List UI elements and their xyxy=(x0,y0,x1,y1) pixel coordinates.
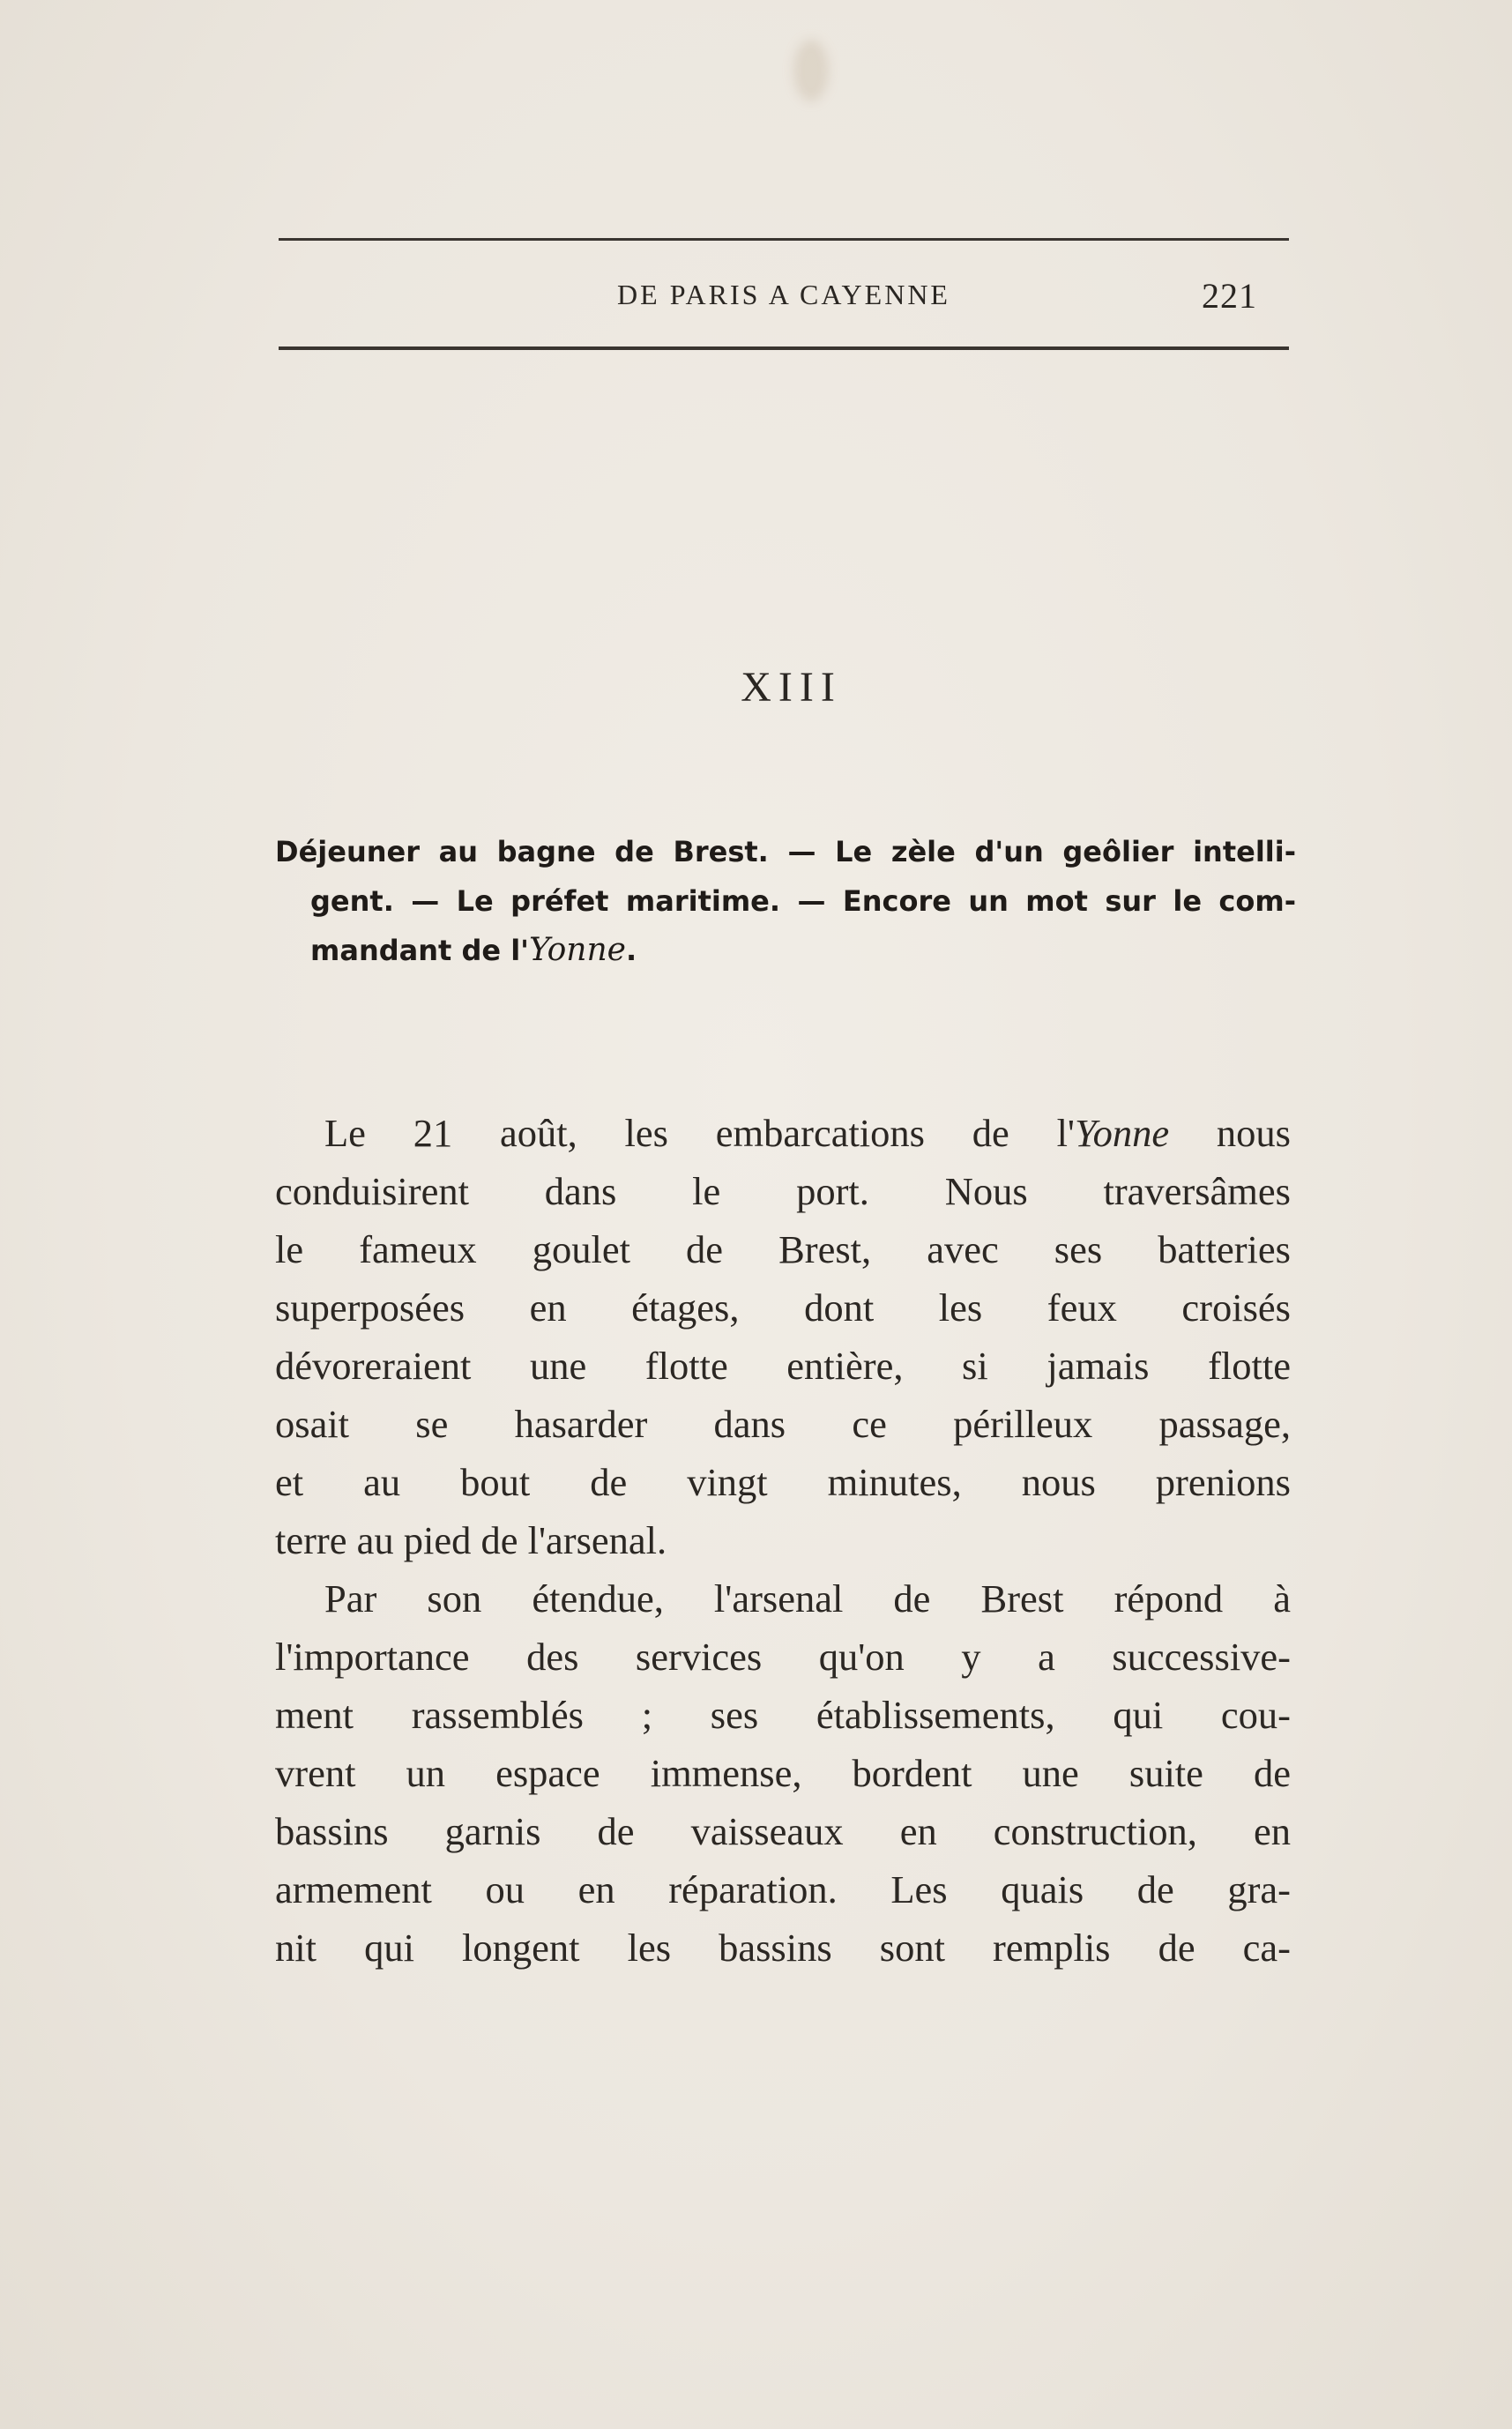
summary-line xyxy=(275,926,1296,975)
text-line: vrent un espace immense, bordent une suite de xyxy=(275,1751,1291,1795)
summary-line: gent. — Le préfet maritime. — Encore un mot sur le com- xyxy=(310,884,1296,918)
summary-line: Déjeuner au bagne de Brest. — Le zèle d'un geôlier intelli- xyxy=(275,835,1296,868)
page-number: 221 xyxy=(1202,276,1257,316)
text-line: dévoreraient une flotte entière, si jamais flotte xyxy=(275,1344,1291,1388)
text-line: le fameux goulet de Brest, avec ses batteries xyxy=(275,1227,1291,1271)
ship-name: Yonne xyxy=(528,932,626,968)
text-line: Par son étendue, l'arsenal de Brest répond à xyxy=(324,1576,1291,1621)
text-line: terre au pied de l'arsenal. xyxy=(275,1518,667,1562)
text-line: l'importance des services qu'on y a successive- xyxy=(275,1635,1291,1679)
summary-text: . xyxy=(625,934,637,967)
header-rule-top xyxy=(279,238,1289,241)
text-line: ment rassemblés ; ses établissements, qui cou- xyxy=(275,1693,1291,1737)
ship-name: Yonne xyxy=(1074,1111,1170,1155)
summary-text: mandant de l' xyxy=(310,934,529,967)
text-line: conduisirent dans le port. Nous traversâmes xyxy=(275,1169,1291,1213)
chapter-number: XIII xyxy=(741,664,842,711)
text-line: armement ou en réparation. Les quais de gra- xyxy=(275,1867,1291,1911)
running-head xyxy=(279,275,1289,319)
paragraph xyxy=(275,1104,1291,1569)
text-line: superposées en étages, dont les feux croisés xyxy=(275,1285,1291,1330)
header-rule-bottom xyxy=(279,346,1289,350)
paragraph xyxy=(275,1569,1291,1977)
body-text xyxy=(275,1104,1291,1977)
text-line: nit qui longent les bassins sont remplis de ca- xyxy=(275,1926,1291,1970)
text-run: Le 21 août, les embarcations de l' xyxy=(324,1111,1075,1155)
running-title: DE PARIS A CAYENNE xyxy=(617,279,950,310)
text-line: osait se hasarder dans ce périlleux passage, xyxy=(275,1402,1291,1446)
chapter-summary xyxy=(275,827,1296,975)
paper-stain xyxy=(793,40,829,101)
text-line: bassins garnis de vaisseaux en construction, en xyxy=(275,1809,1291,1853)
text-run: nous xyxy=(1169,1111,1291,1155)
text-line xyxy=(275,1104,1291,1162)
text-line: et au bout de vingt minutes, nous prenions xyxy=(275,1460,1291,1504)
